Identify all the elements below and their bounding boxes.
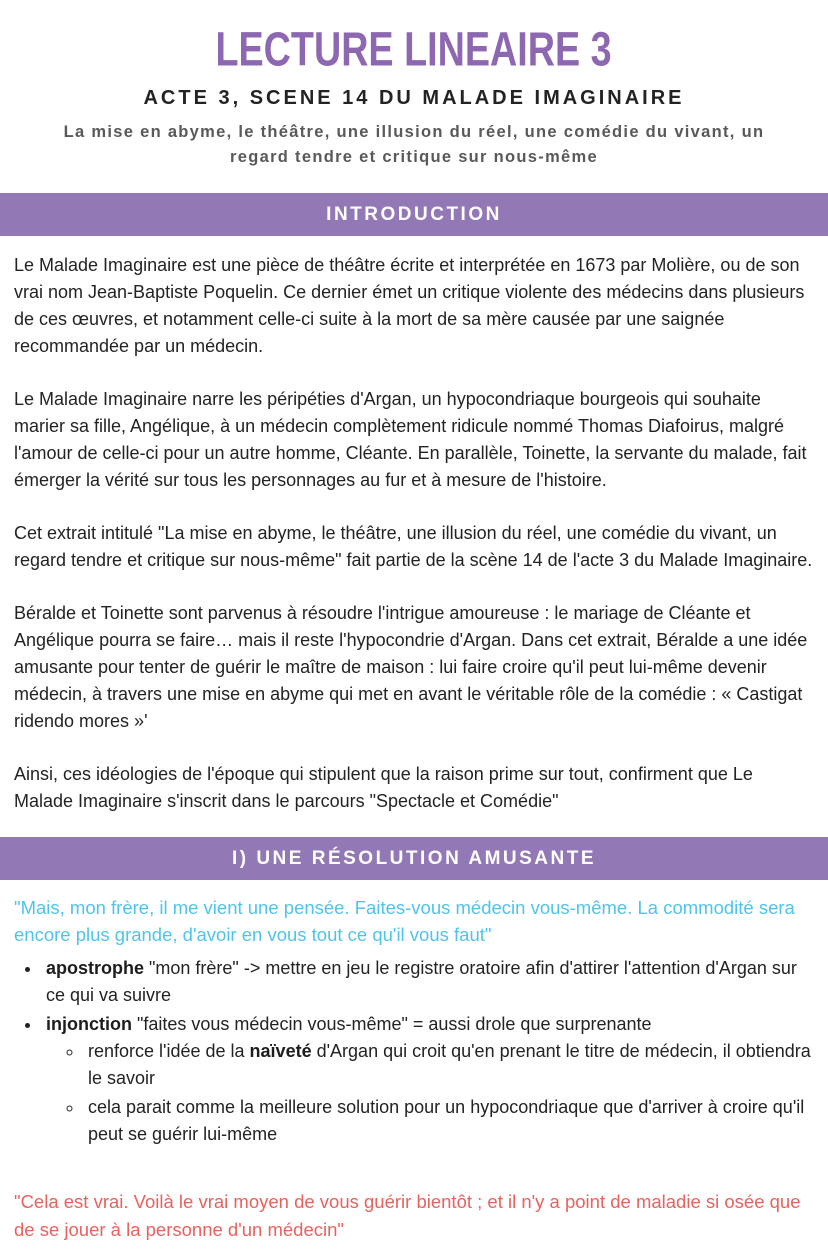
intro-paragraph-2: Le Malade Imaginaire narre les péripéties d'Argan, un hypocondriaque bourgeois qui souhaite marier sa fille, Angélique, à un médecin complètement ridicule nommé Thomas Diafoirus, malgré l'amour de celle-ci pour un autre homme, Cléante. En parallèle, Toinette, la servante du malade, fait émerger la vérité sur tous les personnages au fur et à mesure de l'histoire. <box>14 388 807 490</box>
introduction-body <box>0 236 828 815</box>
section-banner-resolution-label: I) UNE RÉSOLUTION AMUSANTE <box>231 847 597 869</box>
bullet-text: "mon frère" -> mettre en jeu le registre oratoire afin d'attirer l'attention d'Argan sur ce qui va suivre <box>46 958 797 1006</box>
analysis-list <box>42 955 814 1148</box>
bullet-term: injonction <box>46 1014 132 1035</box>
analysis-list-container <box>0 949 828 1148</box>
page-title-text: LECTURE LINEAIRE 3 <box>215 21 613 77</box>
page-title <box>0 0 828 75</box>
quote-blue-beralde: "Mais, mon frère, il me vient une pensée. Faites-vous médecin vous-même. La commodité sera encore plus grande, d'avoir en vous tout ce qu'il vous faut" <box>14 896 795 946</box>
intro-paragraph-4: Béralde et Toinette sont parvenus à résoudre l'intrigue amoureuse : le mariage de Cléante et Angélique pourra se faire… mais il reste l'hypocondrie d'Argan. Dans cet extrait, Béralde a une idée amusante pour tenter de guérir le maître de maison : lui faire croire qu'il peut lui-même devenir médecin, à travers une mise en abyme qui met en avant le véritable rôle de la comédie : « Castigat ridendo mores »' <box>14 602 808 731</box>
section-banner-introduction <box>0 193 828 236</box>
sub-list-item-naivete <box>84 1038 814 1092</box>
intro-paragraph-5: Ainsi, ces idéologies de l'époque qui stipulent que la raison prime sur tout, confirment que Le Malade Imaginaire s'inscrit dans le parcours "Spectacle et Comédie" <box>14 763 753 811</box>
analysis-sublist <box>84 1038 814 1148</box>
sub-bullet-text-pre: renforce l'idée de la <box>88 1041 250 1062</box>
sub-bullet-term: naïveté <box>249 1041 312 1062</box>
page-tagline: La mise en abyme, le théâtre, une illusion du réel, une comédie du vivant, un regard tendre et critique sur nous-même <box>63 122 765 167</box>
quote-red-argan: "Cela est vrai. Voilà le vrai moyen de vous guérir bientôt ; et il n'y a point de maladie si osée que de se jouer à la personne d'un médecin" <box>14 1191 801 1240</box>
sub-bullet-text-post: d'Argan qui croit qu'en prenant le titre de médecin, il obtiendra le savoir <box>88 1041 811 1089</box>
list-item-apostrophe <box>42 955 814 1009</box>
sub-list-item-solution <box>84 1094 814 1148</box>
intro-paragraph-3: Cet extrait intitulé "La mise en abyme, le théâtre, une illusion du réel, une comédie du vivant, un regard tendre et critique sur nous-même" fait partie de la scène 14 de l'acte 3 du Malade Imaginaire. <box>14 522 813 570</box>
section-banner-resolution-amusante <box>0 837 828 880</box>
intro-paragraph-1: Le Malade Imaginaire est une pièce de théâtre écrite et interprétée en 1673 par Molière, ou de son vrai nom Jean-Baptiste Poquelin. Ce dernier émet un critique violente des médecins dans plusieurs de ces œuvres, et notamment celle-ci suite à la mort de sa mère causée par une saignée recommandée par un médecin. <box>14 254 805 356</box>
page-subtitle: ACTE 3, SCENE 14 DU MALADE IMAGINAIRE <box>143 86 685 109</box>
section-banner-introduction-label: INTRODUCTION <box>326 203 502 225</box>
sub-bullet-text: cela parait comme la meilleure solution pour un hypocondriaque que d'arriver à croire qu'il peut se guérir lui-même <box>88 1097 805 1145</box>
bullet-term: apostrophe <box>46 958 145 979</box>
bullet-text: "faites vous médecin vous-même" = aussi drole que surprenante <box>131 1014 652 1035</box>
list-item-injonction <box>42 1011 814 1148</box>
